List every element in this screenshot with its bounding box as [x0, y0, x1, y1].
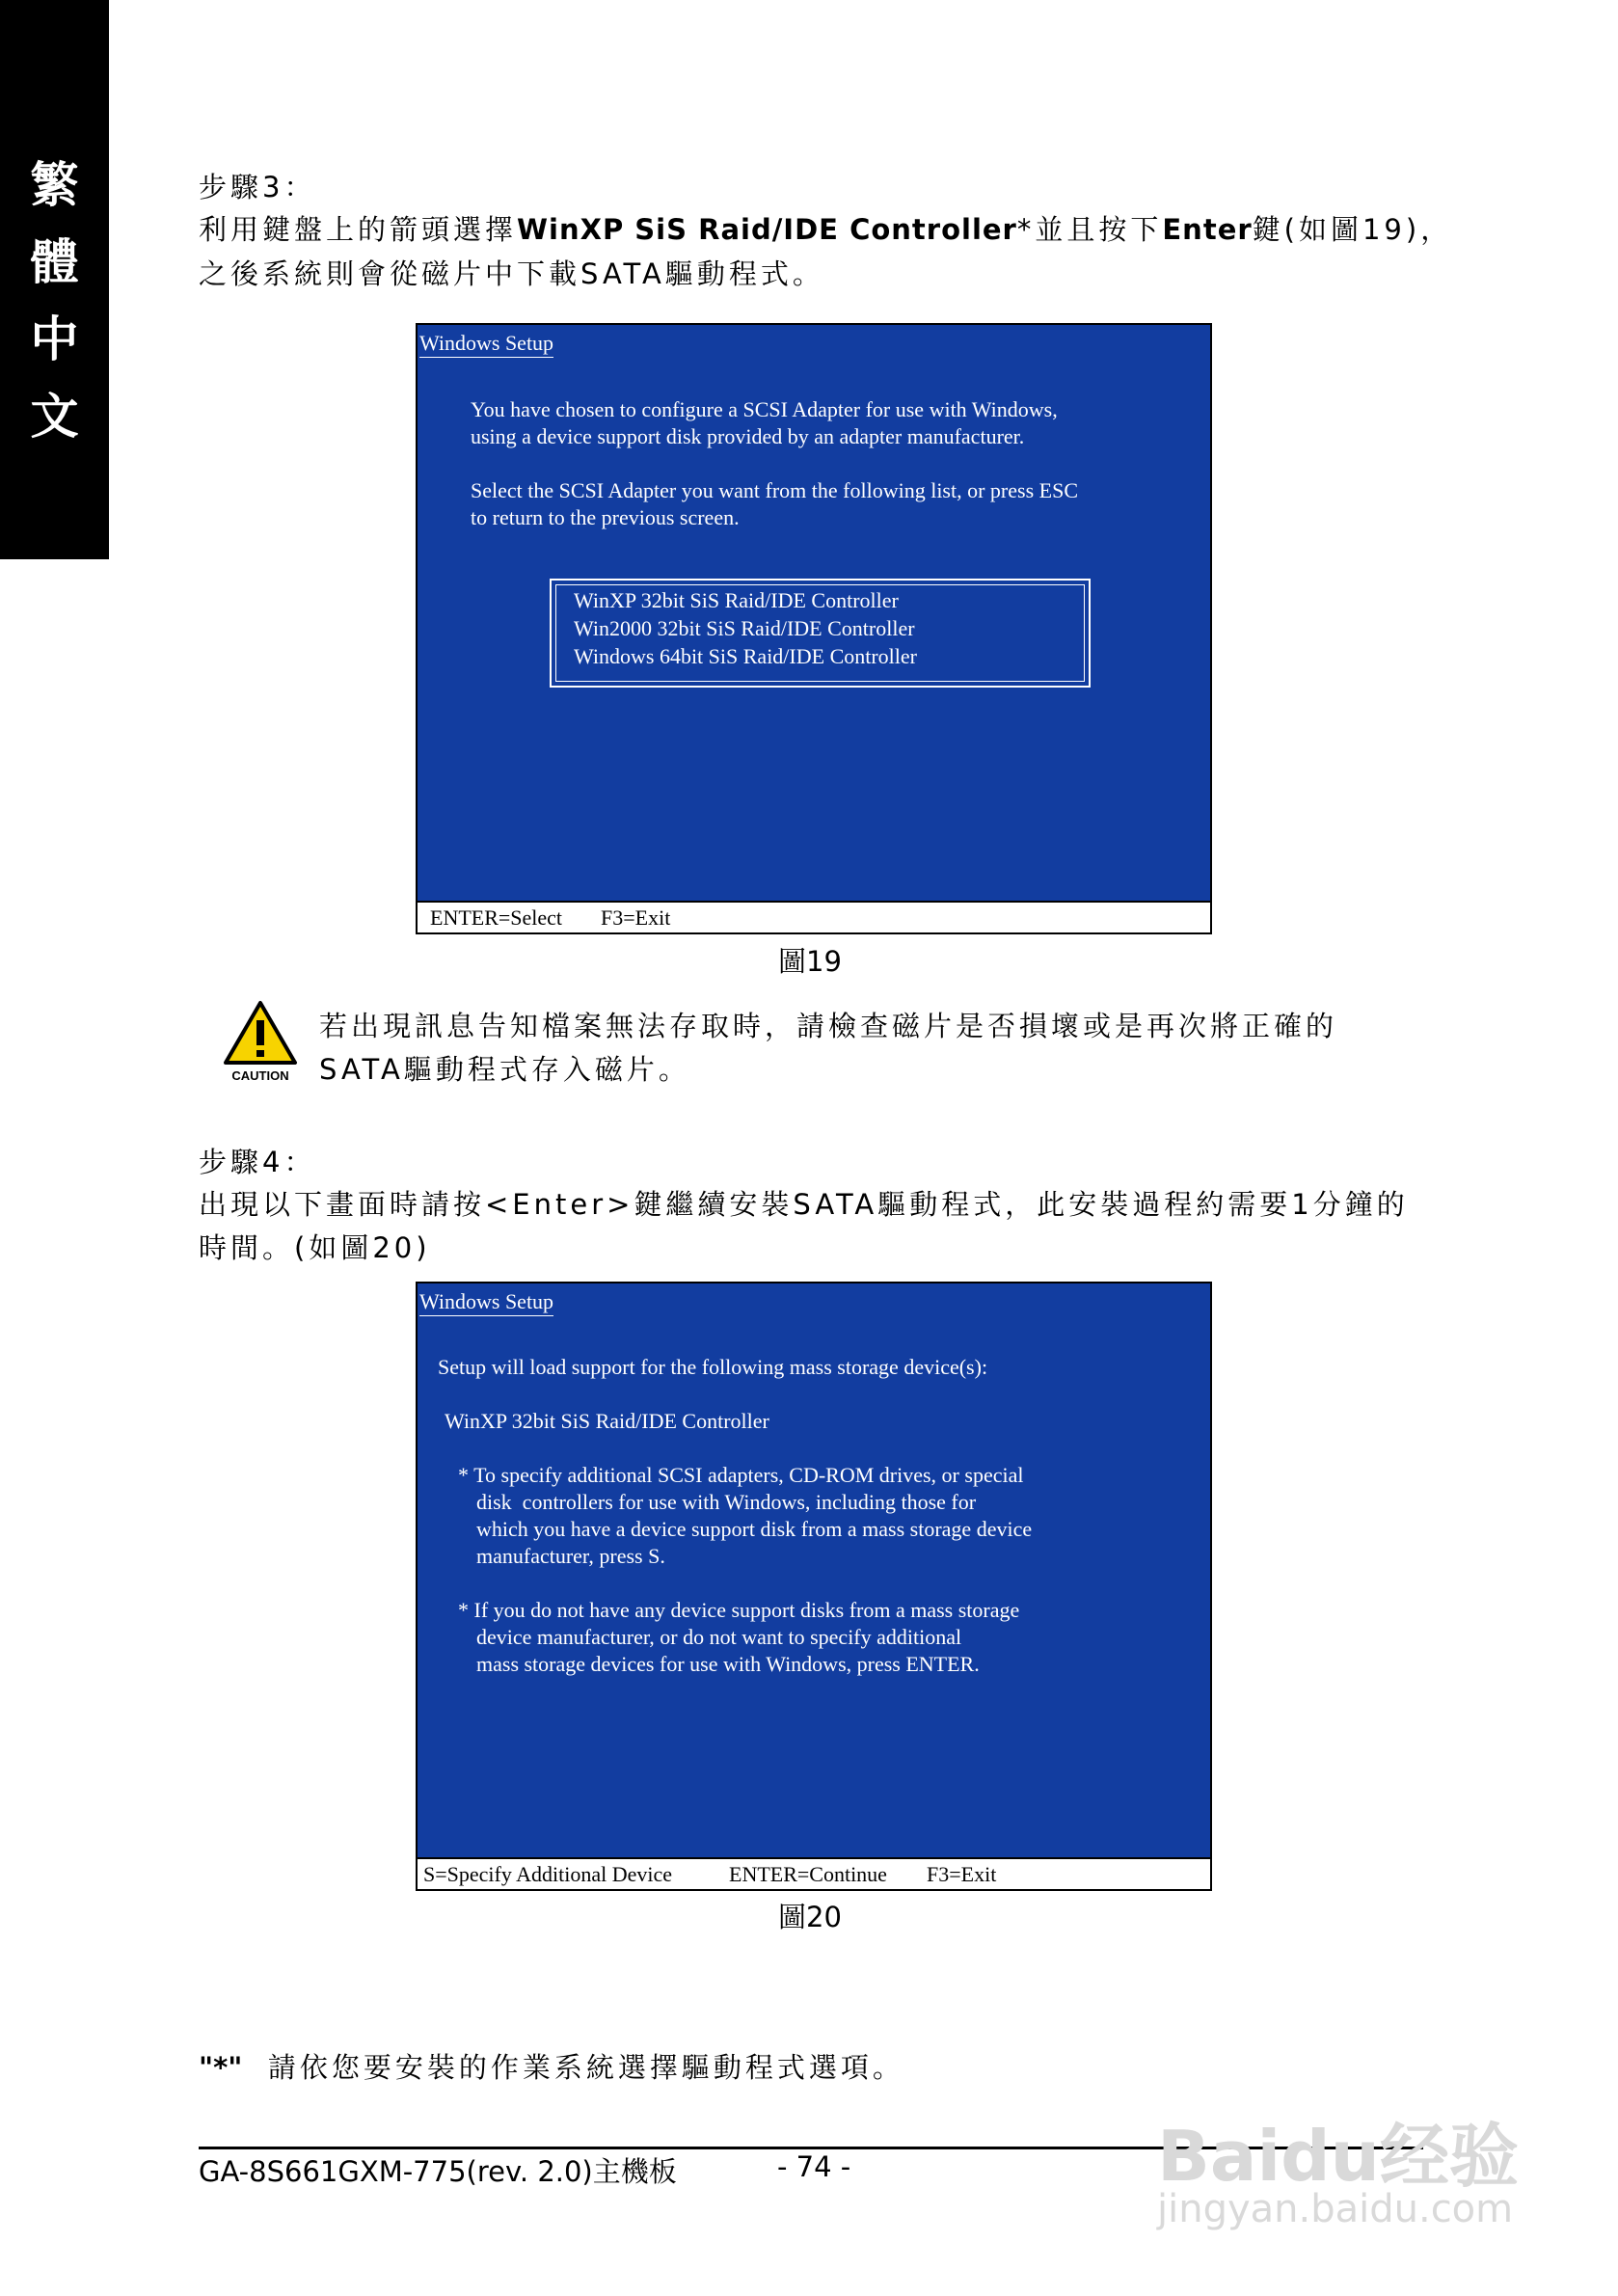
setup-text: Setup will load support for the following mass storage device(s):: [438, 1355, 988, 1379]
status-f3-exit: F3=Exit: [601, 905, 671, 930]
footnote-mark: "*": [199, 2051, 243, 2084]
setup-text: You have chosen to configure a SCSI Adapter for use with Windows,: [471, 397, 1058, 421]
selected-device: WinXP 32bit SiS Raid/IDE Controller: [445, 1409, 769, 1433]
scsi-adapter-list: [550, 579, 1091, 688]
setup-text: Select the SCSI Adapter you want from the following list, or press ESC: [471, 478, 1078, 502]
status-enter-select: ENTER=Select: [430, 905, 563, 930]
setup-text: which you have a device support disk from a mass storage device: [476, 1517, 1033, 1541]
windows-setup-screen-fig19: [416, 323, 1212, 934]
setup-text: disk controllers for use with Windows, including those for: [476, 1490, 977, 1514]
side-tab-char-3: 中: [30, 311, 79, 367]
baidu-watermark-logo: Baidu经验: [1157, 2116, 1519, 2197]
step4-heading: 步驟4：: [199, 1146, 316, 1178]
footnote-text: 請依您要安裝的作業系統選擇驅動程式選項。: [267, 2051, 904, 2084]
setup-status-bar: [418, 1857, 1210, 1889]
caution-text-line1: 若出現訊息告知檔案無法存取時，請檢查磁片是否損壞或是再次將正確的: [319, 1010, 1338, 1042]
side-tab-char-2: 體: [30, 233, 79, 290]
side-tab-char-1: 繁: [30, 156, 79, 213]
setup-text: manufacturer, press S.: [476, 1544, 665, 1568]
side-tab-char-4: 文: [30, 388, 79, 445]
language-side-tab: [0, 0, 109, 559]
setup-title: Windows Setup: [419, 1289, 553, 1316]
setup-text: to return to the previous screen.: [471, 505, 740, 529]
step4-instruction-line2: 時間。(如圖20): [199, 1231, 431, 1264]
status-enter-continue: ENTER=Continue: [729, 1862, 887, 1886]
status-f3-exit: F3=Exit: [927, 1862, 997, 1886]
baidu-watermark-url: jingyan.baidu.com: [1157, 2187, 1514, 2231]
figure-caption-19: 圖19: [778, 945, 842, 978]
caution-label: CAUTION: [231, 1068, 289, 1083]
scsi-adapter-option[interactable]: WinXP 32bit SiS Raid/IDE Controller: [574, 588, 899, 612]
setup-text: * If you do not have any device support disks from a mass storage: [458, 1598, 1020, 1622]
setup-title: Windows Setup: [419, 331, 553, 358]
scsi-adapter-option[interactable]: Windows 64bit SiS Raid/IDE Controller: [574, 644, 917, 668]
footer-model: GA-8S661GXM-775(rev. 2.0)主機板: [199, 2155, 677, 2188]
step3-heading: 步驟3：: [199, 171, 316, 203]
step3-instruction-line1: 利用鍵盤上的箭頭選擇WinXP SiS Raid/IDE Controller*並且按下Enter鍵(如圖19)，: [199, 213, 1453, 246]
setup-text: * To specify additional SCSI adapters, CD-ROM drives, or special: [458, 1463, 1024, 1487]
scsi-adapter-option[interactable]: Win2000 32bit SiS Raid/IDE Controller: [574, 616, 915, 640]
setup-text: mass storage devices for use with Windows, press ENTER.: [476, 1652, 980, 1676]
caution-text-line2: SATA驅動程式存入磁片。: [319, 1053, 690, 1086]
windows-setup-screen-fig20: [416, 1282, 1212, 1891]
figure-caption-20: 圖20: [778, 1901, 842, 1933]
footnote: [199, 2046, 904, 2086]
step3-instruction-line2: 之後系統則會從磁片中下載SATA驅動程式。: [199, 257, 824, 290]
caution-icon: [222, 999, 299, 1084]
setup-text: device manufacturer, or do not want to specify additional: [476, 1625, 962, 1649]
setup-status-bar: [418, 901, 1210, 932]
status-specify-device: S=Specify Additional Device: [423, 1862, 673, 1886]
setup-text: using a device support disk provided by an adapter manufacturer.: [471, 424, 1025, 448]
footer-page-number: - 74 -: [777, 2150, 851, 2183]
step4-instruction-line1: 出現以下畫面時請按<Enter>鍵繼續安裝SATA驅動程式，此安裝過程約需要1分鐘的: [199, 1188, 1409, 1221]
